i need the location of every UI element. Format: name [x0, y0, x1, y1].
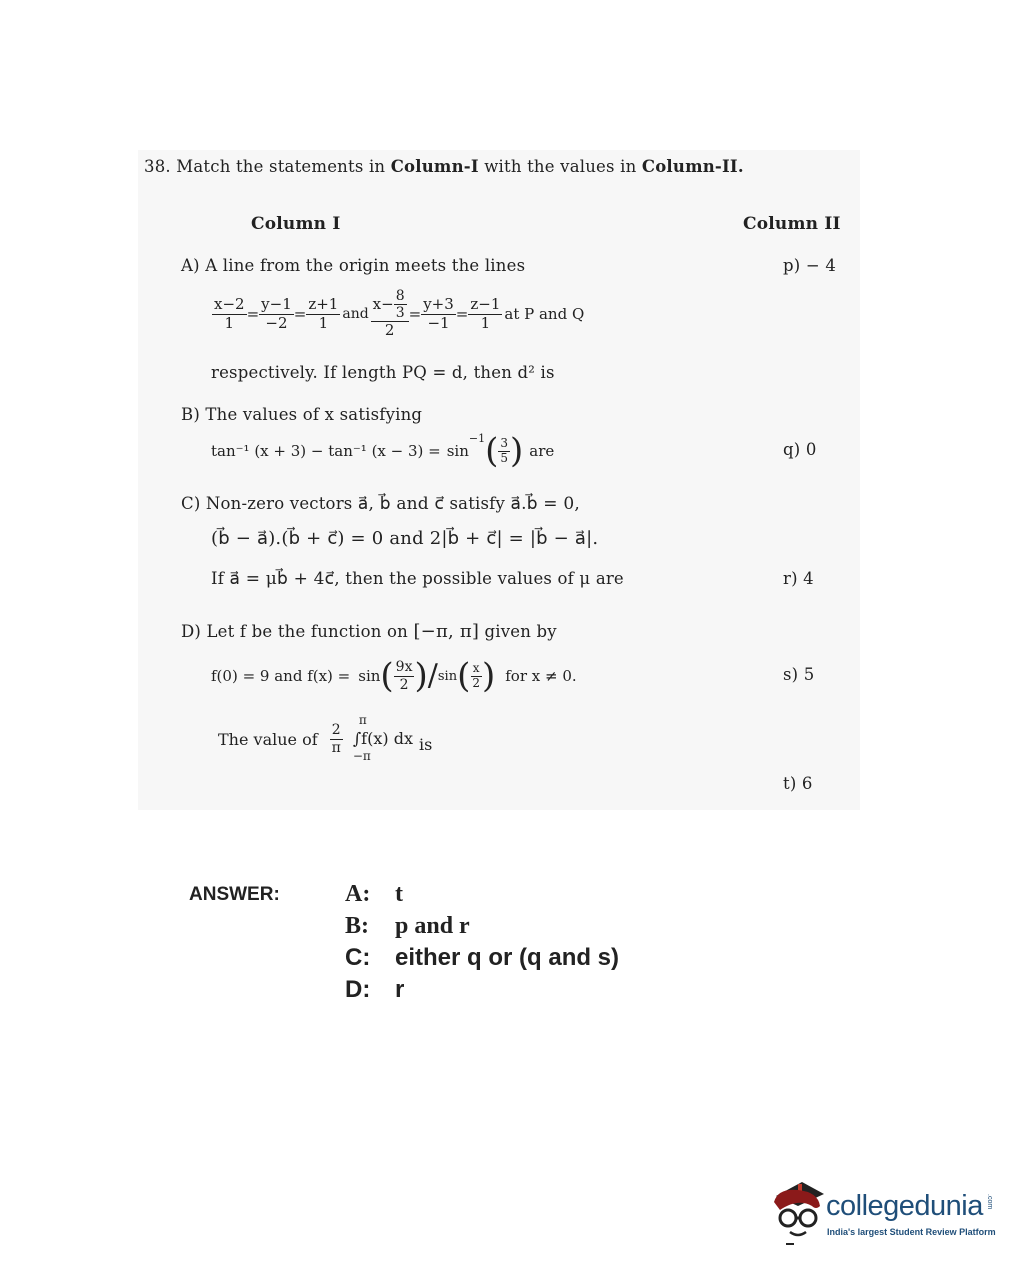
item-b-sup: −1 — [468, 432, 486, 445]
item-d-line1: D) Let f be the function on [−π, π] given by — [181, 621, 557, 642]
item-b-are: are — [529, 442, 555, 460]
answer-row-d: D: r — [345, 976, 405, 1003]
item-a-fraction-6: $\frac{z-1}{1}$ — [470, 295, 501, 332]
item-b-fraction: $\frac{3}{5}$ — [500, 435, 509, 465]
column-1-header: Column I — [251, 214, 341, 234]
item-a-line1: A) A line from the origin meets the lines — [181, 256, 526, 275]
collegedunia-logo — [768, 1176, 998, 1246]
answer-row-a: A: t — [345, 881, 403, 907]
mascot-icon — [768, 1176, 828, 1246]
item-b-eq-left: tan⁻¹ (x + 3) − tan⁻¹ (x − 3) = — [211, 442, 441, 460]
item-b-line1: B) The values of x satisfying — [181, 405, 423, 424]
item-a-and: and — [342, 306, 369, 322]
item-a-fraction-2: $\frac{y-1}{-2}$ — [261, 295, 292, 332]
item-d-function: f(0) = 9 and f(x) = sin ( $\frac{9x}{2}$ ) / sin ( $\frac{x}{2}$ ) for x ≠ 0. — [211, 656, 577, 696]
answer-row-b: B: p and r — [345, 913, 470, 939]
item-c-line1: C) Non-zero vectors a⃗, b⃗ and c⃗ satisfy a⃗.b⃗ = 0, — [181, 494, 580, 514]
item-a-at-pq: at P and Q — [504, 305, 585, 323]
item-a-fraction-1: $\frac{x-2}{1}$ — [214, 295, 245, 332]
option-t: t) 6 — [783, 774, 813, 793]
item-a-fraction-5: $\frac{y+3}{-1}$ — [423, 295, 454, 332]
column-2-header: Column II — [743, 214, 841, 234]
question-intro-text-2: with the values in — [484, 157, 637, 176]
logo-name: collegedunia — [826, 1190, 983, 1222]
item-d-integral: π ∫f(x) dx −π — [352, 713, 413, 764]
question-intro-col2: Column-II. — [641, 157, 744, 176]
answer-row-c: C: either q or (q and s) — [345, 944, 620, 971]
item-a-fraction-3: $\frac{z+1}{1}$ — [308, 295, 339, 332]
answer-label: ANSWER: — [189, 884, 280, 905]
item-a-line3: respectively. If length PQ = d, then d² is — [211, 363, 555, 382]
item-d-for: for x ≠ 0. — [505, 667, 577, 685]
item-d-f-def: f(0) = 9 and f(x) = — [211, 667, 351, 685]
item-d-integral-line: The value of $\frac{2}{\pi}$ π ∫f(x) dx −π is — [218, 713, 433, 764]
item-c-line2: (b⃗ − a⃗).(b⃗ + c⃗) = 0 and 2|b⃗ + c⃗| = |b⃗ − a⃗|. — [211, 528, 599, 549]
item-d-coef: $\frac{2}{\pi}$ — [331, 722, 341, 756]
option-r: r) 4 — [783, 569, 814, 588]
item-a-fraction-4: x− $\frac{8}{3}$ 2 — [371, 288, 409, 339]
item-b-sin: sin — [446, 442, 469, 460]
question-intro-text: Match the statements in — [176, 157, 386, 176]
item-d-value-of: The value of — [218, 729, 318, 749]
question-heading — [144, 157, 744, 176]
logo-suffix: .com — [986, 1194, 993, 1210]
item-b-equation: tan⁻¹ (x + 3) − tan⁻¹ (x − 3) = sin $^{-1}$ ( $\frac{3}{5}$ ) are — [211, 431, 555, 471]
item-d-fraction-2: $\frac{x}{2}$ — [472, 660, 480, 690]
item-c-line3: If a⃗ = μb⃗ + 4c⃗, then the possible values of μ are — [211, 569, 624, 589]
question-intro-col1: Column-I — [390, 157, 479, 176]
option-p: p) − 4 — [783, 256, 837, 275]
option-q: q) 0 — [783, 440, 817, 459]
question-number: 38. — [144, 157, 171, 176]
item-d-fraction-1: $\frac{9x}{2}$ — [395, 659, 413, 693]
item-a-equations: $\frac{x-2}{1}$ = $\frac{y-1}{-2}$ = $\frac{z+1}{1}$ and x− $\frac{8}{3}$ 2 = $\frac{y+3}{-1}$ = $\frac{z-1}{1}$ at P and Q — [214, 288, 585, 340]
option-s: s) 5 — [783, 665, 815, 684]
answer-list — [345, 879, 619, 1007]
logo-tagline: India's largest Student Review Platform — [827, 1227, 996, 1237]
